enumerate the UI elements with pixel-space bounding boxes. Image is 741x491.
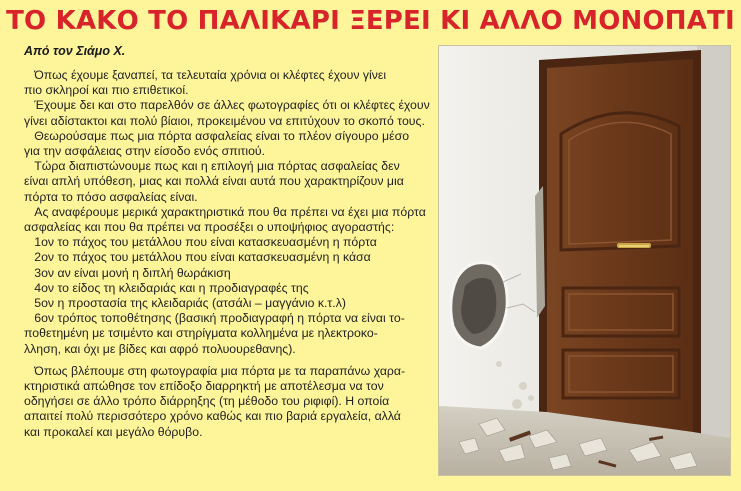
article-line: Όπως βλέπουμε στη φωτογραφία μια πόρτα με τα παραπάνω χαρα- xyxy=(24,363,406,378)
article-line: είναι απλή υπόθεση, μιας και πολλά είναι αυτά που χαρακτηρίζουν μια xyxy=(24,174,404,189)
article-line: Τώρα διαπιστώνουμε πως και η επιλογή μια πόρτας ασφαλείας δεν xyxy=(24,159,400,174)
article-line: οδηγήσει σε άλλο τρόπο διάρρηξης (τη μέθοδο του ριφιφί). Η οποία xyxy=(24,394,390,409)
article-line: 3ον αν είναι μονή η διπλή θωράκιση xyxy=(24,265,231,280)
article-line: Θεωρούσαμε πως μια πόρτα ασφαλείας είναι το πλέον σίγουρο μέσο xyxy=(24,128,410,143)
article-line: πόρτα το πόσο ασφαλείας είναι. xyxy=(24,189,198,204)
byline: Από τον Σιάμο Χ. xyxy=(24,44,126,58)
article-line: 2ον το πάχος του μετάλλου που είναι κατασκευασμένη η κάσα xyxy=(24,250,371,265)
article-line: 6ον τρόπος τοποθέτησης (βασική προδιαγραφή η πόρτα να είναι το- xyxy=(24,311,405,326)
article-line: Ας αναφέρουμε μερικά χαρακτηριστικά που θα πρέπει να έχει μια πόρτα xyxy=(24,204,426,219)
paragraph-gap xyxy=(24,357,428,364)
article-body xyxy=(24,68,428,440)
article-line: κτηριστικά απώθησε τον επίδοξο διαρρηκτή με αποτέλεσμα να τον xyxy=(24,379,384,394)
article-line: 1ον το πάχος του μετάλλου που είναι κατασκευασμένη η πόρτα xyxy=(24,235,377,250)
article-line: ποθετημένη με τσιμέντο και στηρίγματα κολλημένα με ηλεκτροκο- xyxy=(24,326,378,341)
article-title: ΤΟ ΚΑΚΟ ΤΟ ΠΑΛΙΚΑΡΙ ΞΕΡΕΙ ΚΙ ΑΛΛΟ ΜΟΝΟΠΑΤΙ xyxy=(6,6,735,36)
article-line: ασφαλείας και που θα πρέπει να προσέξει ο υποψήφιος αγοραστής: xyxy=(24,220,395,235)
article-line: 5ον η προστασία της κλειδαριάς (ατσάλι – μαγγάνιο κ.τ.λ) xyxy=(24,296,346,311)
article-line: απαιτεί πολύ περισσότερο χρόνο καθώς και πιο βαριά εργαλεία, αλλά xyxy=(24,409,401,424)
article-line: και προκαλεί και μεγάλο θόρυβο. xyxy=(24,424,203,439)
article-line: 4ον το είδος τη κλειδαριάς και η προδιαγραφές της xyxy=(24,280,309,295)
article-line: Όπως έχουμε ξαναπεί, τα τελευταία χρόνια οι κλέφτες έχουν γίνει xyxy=(24,68,387,82)
article-line: λληση, και όχι με βίδες και αφρό πολυουρεθανης). xyxy=(24,341,296,356)
article-line: Έχουμε δει και στο παρελθόν σε άλλες φωτογραφίες ότι οι κλέφτες έχουν xyxy=(24,98,430,113)
article-line: πιο σκληροί και πιο επιθετικοί. xyxy=(24,83,189,98)
article-line: γίνει αδίστακτοι και πολύ βίαιοι, προκειμένου να επιτύχουν το σκοπό τους. xyxy=(24,113,425,128)
door-photo xyxy=(438,45,731,476)
article-line: για την ασφάλειας στην είσοδο ενός σπιτιού. xyxy=(24,144,266,159)
door-photo-illustration xyxy=(439,46,730,475)
